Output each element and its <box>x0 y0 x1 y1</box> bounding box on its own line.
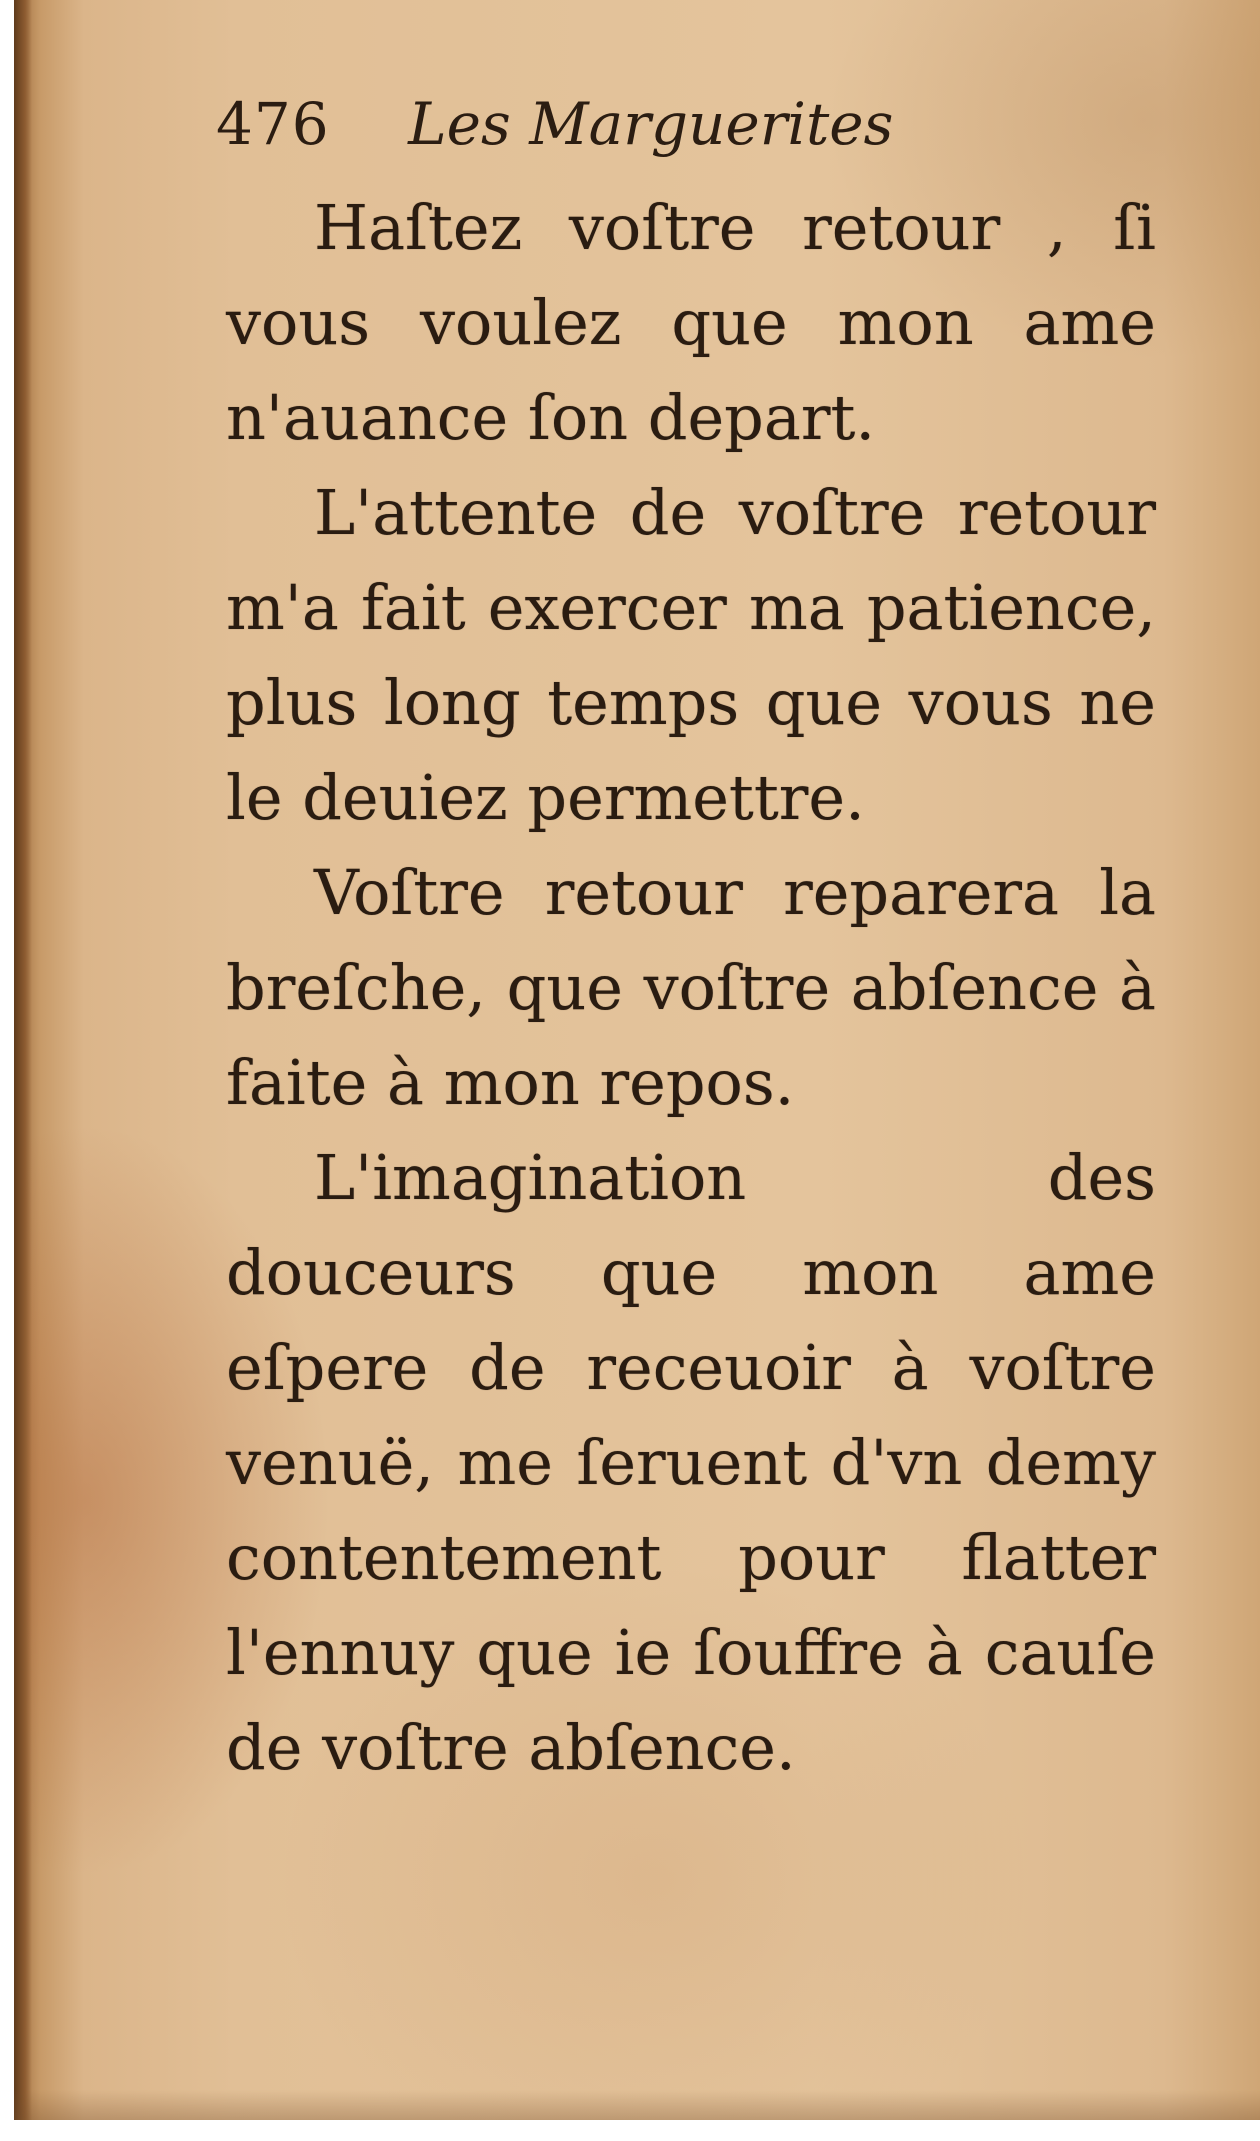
paragraph-1: Haſtez voſtre retour , ſi vous voulez que mon ame n'auance ſon depart. <box>226 191 1156 454</box>
binding-edge <box>14 0 32 2120</box>
page-bottom-shadow <box>14 2090 1260 2120</box>
page-header <box>216 90 893 158</box>
paragraph-2: L'attente de voſtre retour m'a fait exercer ma patience, plus long temps que vous ne le deuiez permettre. <box>226 476 1156 834</box>
running-title: Les Marguerites <box>408 90 894 158</box>
body-text <box>226 180 1156 1795</box>
book-page <box>14 0 1260 2120</box>
paragraph-4: L'imagination des douceurs que mon ame eſpere de receuoir à voſtre venuë, me ſeruent d'vn demy contentement pour flatter l'ennuy que ie ſouffre à cauſe de voſtre abſence. <box>226 1141 1156 1784</box>
page-number: 476 <box>216 90 330 158</box>
paragraph-3: Voſtre retour reparera la breſche, que voſtre abſence à faite à mon repos. <box>226 856 1156 1119</box>
